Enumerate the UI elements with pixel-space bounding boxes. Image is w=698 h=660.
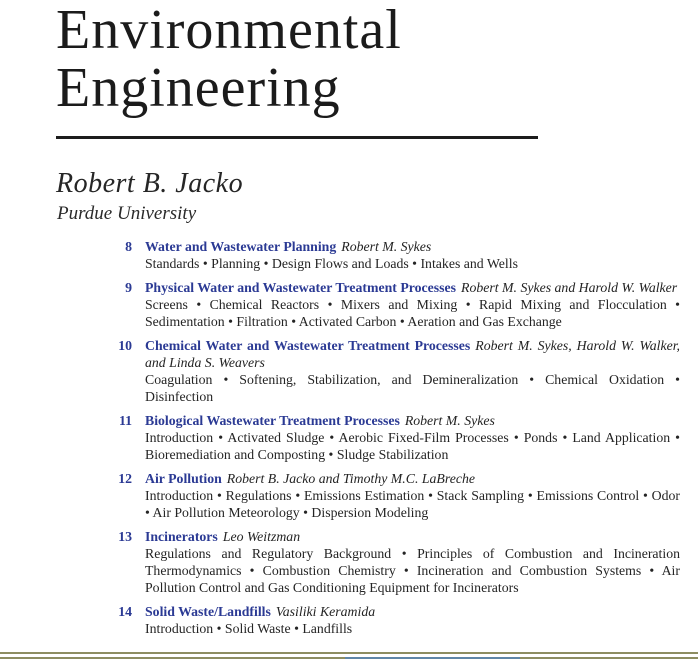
chapter-title: Air Pollution [145,471,222,486]
chapter-title: Physical Water and Wastewater Treatment Processes [145,280,457,295]
chapter-topics: Regulations and Regulatory Background • Principles of Combustion and Incineration Thermodynamics • Combustion Chemistry • Incineration and Combustion Systems • Air Pollution Control and Gas Conditioning Equipment for Incinerators [145,546,680,595]
book-title-line1: Environmental [56,0,402,61]
chapter-authors: Robert M. Sykes, Harold W. Walker, and Linda S. Weavers [145,338,680,370]
chapter-list [0,238,698,644]
chapter-topics: Introduction • Solid Waste • Landfills [145,621,353,636]
chapter-number: 8 [125,239,132,254]
chapter-topics: Coagulation • Softening, Stabilization, and Demineralization • Chemical Oxidation • Disinfection [145,372,680,404]
chapter-title-line [145,603,680,620]
chapter-authors: Robert M. Sykes [404,413,495,428]
chapter-number: 13 [118,529,132,544]
footer-rule [0,652,698,654]
chapter-number: 11 [118,413,132,428]
chapter-authors: Vasiliki Keramida [275,604,376,619]
chapter-number: 12 [118,471,132,486]
chapter-topics: Introduction • Regulations • Emissions Estimation • Stack Sampling • Emissions Control • Odor • Air Pollution Meteorology • Dispersion Modeling [145,488,680,520]
chapter-entry [118,603,680,637]
chapter-title-line [145,470,680,487]
chapter-authors: Robert B. Jacko and Timothy M.C. LaBreche [226,471,475,486]
author-affiliation: Purdue University [57,203,197,224]
chapter-title: Chemical Water and Wastewater Treatment Processes [145,338,471,353]
chapter-title-line [145,412,680,429]
chapter-topics: Standards • Planning • Design Flows and Loads • Intakes and Wells [145,256,518,271]
chapter-title-line [145,238,680,255]
chapter-title-line [145,528,680,545]
chapter-authors: Leo Weitzman [222,529,301,544]
title-rule [56,136,538,139]
chapter-number: 9 [125,280,132,295]
chapter-title-line [145,337,680,371]
chapter-title: Incinerators [145,529,218,544]
book-title [56,1,402,117]
chapter-topics: Introduction • Activated Sludge • Aerobic Fixed-Film Processes • Ponds • Land Application • Bioremediation and Composting • Sludge Stabilization [145,430,680,462]
chapter-entry [118,412,680,463]
chapter-authors: Robert M. Sykes and Harold W. Walker [461,280,678,295]
chapter-title: Solid Waste/Landfills [145,604,271,619]
chapter-number: 10 [118,338,132,353]
author-name: Robert B. Jacko [56,168,244,199]
chapter-topics: Screens • Chemical Reactors • Mixers and Mixing • Rapid Mixing and Flocculation • Sedimentation • Filtration • Activated Carbon • Aeration and Gas Exchange [145,297,680,329]
chapter-number: 14 [118,604,132,619]
chapter-title: Water and Wastewater Planning [145,239,337,254]
book-title-line2: Engineering [56,57,341,119]
footer-accent-rule [0,657,698,659]
chapter-title-line [145,279,680,296]
chapter-entry [118,337,680,405]
chapter-entry [125,279,680,330]
chapter-entry [125,238,680,272]
chapter-entry [118,470,680,521]
chapter-entry [118,528,680,596]
chapter-authors: Robert M. Sykes [341,239,432,254]
chapter-title: Biological Wastewater Treatment Processes [145,413,400,428]
